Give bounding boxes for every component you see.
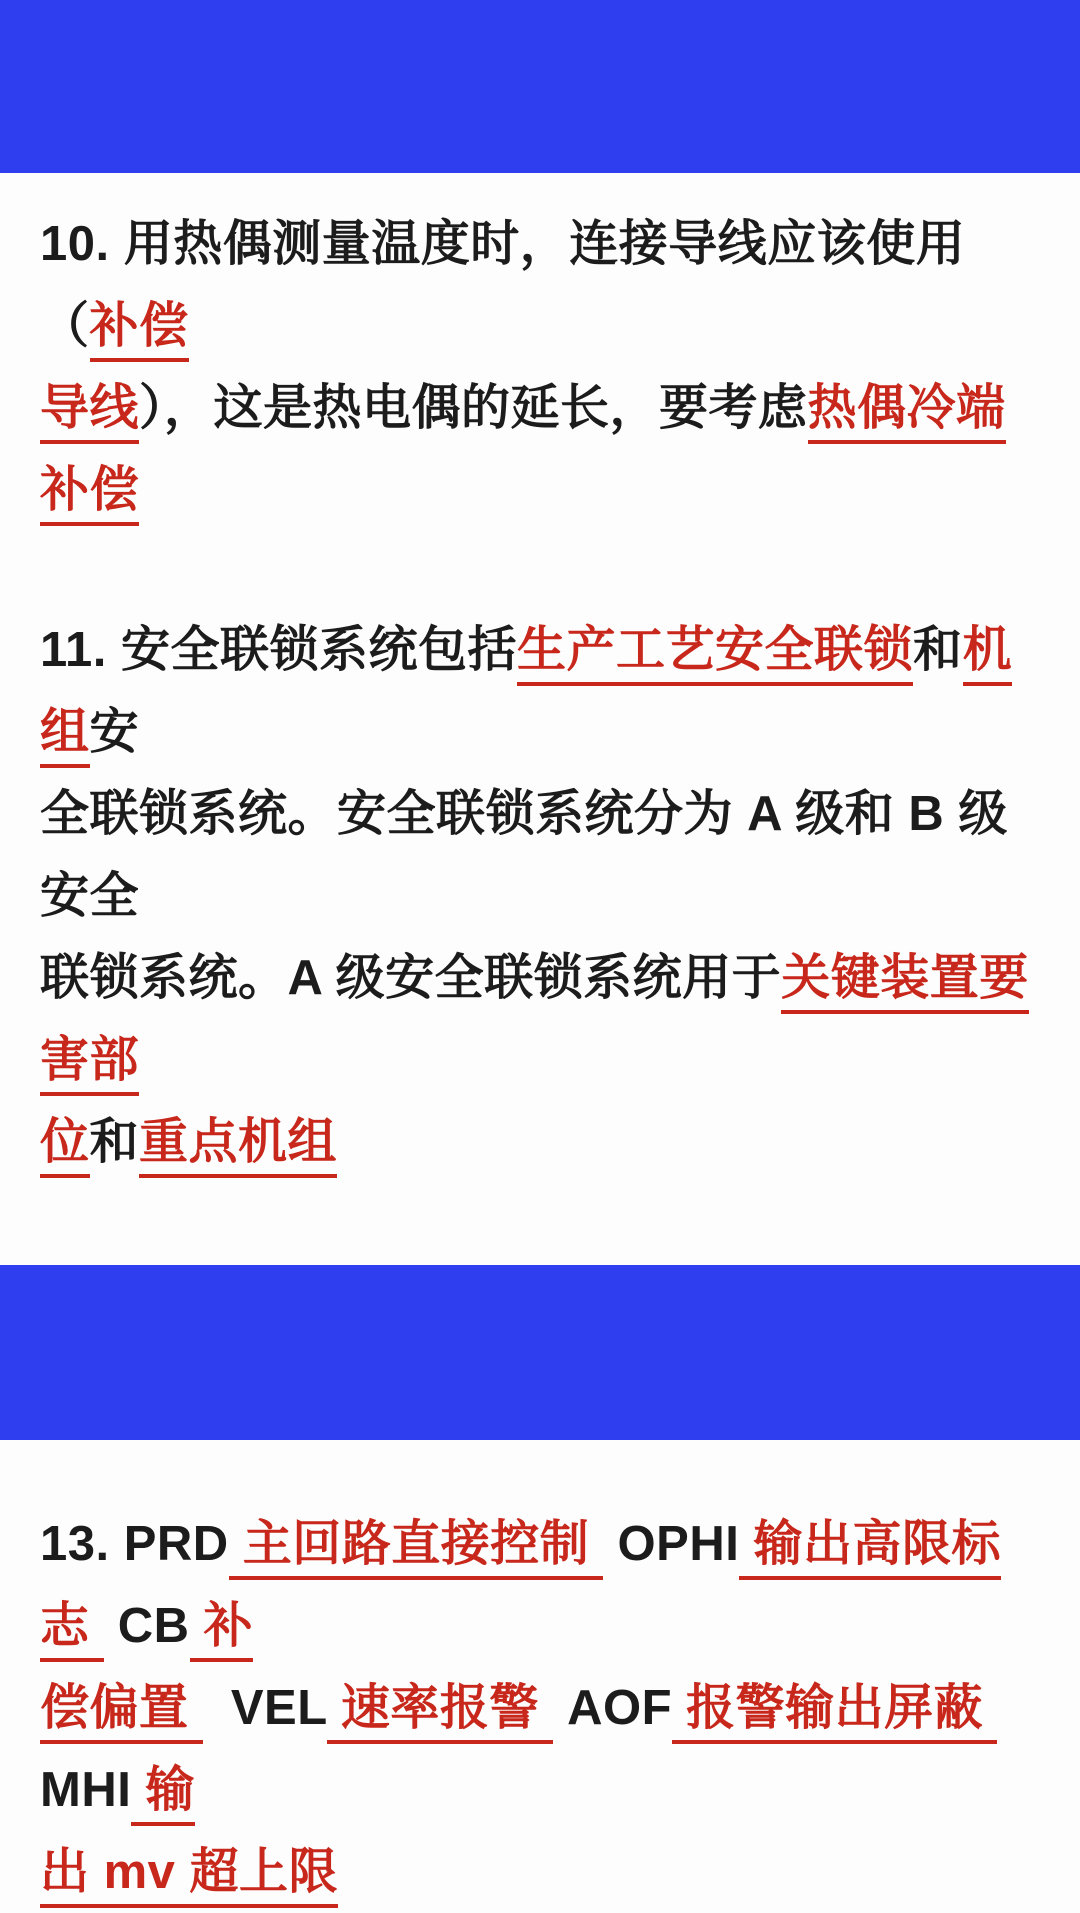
answer-run: 输出高限标志 (40, 1517, 1001, 1662)
text-run: 13. PRD (40, 1517, 229, 1571)
question-line (40, 1667, 1042, 1831)
text-run: CB (103, 1599, 190, 1653)
answer-run: 机组 (40, 623, 1012, 768)
answer-run: 重点机组 (139, 1115, 337, 1178)
text-run: VEL (202, 1681, 327, 1735)
answer-run: 报警输出屏蔽 (672, 1681, 997, 1744)
question-item-10 (40, 203, 1042, 531)
text-run: MHI (40, 1681, 1012, 1817)
answer-run: 补偿 (90, 299, 189, 362)
text-run: 和 (913, 623, 963, 677)
document-body (0, 173, 1080, 1913)
answer-run: 导线 (40, 381, 139, 444)
top-banner (0, 0, 1080, 173)
answer-run: 热偶冷端补偿 (40, 381, 1006, 526)
text-run: 联锁系统。A 级安全联锁系统用于 (40, 951, 782, 1005)
question-item-13 (40, 1503, 1042, 1913)
answer-run: 补 (190, 1599, 254, 1662)
answer-run: 出 mv 超上限 (40, 1845, 338, 1908)
answer-run: 位 (40, 1115, 90, 1178)
question-item-11 (40, 609, 1042, 1183)
question-line (40, 367, 1042, 531)
answer-run: 关键装置要害部 (40, 951, 1029, 1096)
text-run: OPHI (603, 1517, 740, 1571)
text-run: 11. 安全联锁系统包括 (40, 623, 518, 677)
question-line (40, 1101, 1042, 1183)
question-line (40, 1831, 1042, 1913)
answer-run: 生产工艺安全联锁 (517, 623, 913, 686)
answer-run: 输 (131, 1763, 195, 1826)
answer-run: 主回路直接控制 (229, 1517, 604, 1580)
text-run: 10. 用热偶测量温度时，连接导线应该使用（ (40, 217, 966, 353)
question-line (40, 203, 1042, 367)
text-run: AOF (553, 1681, 673, 1735)
question-line (40, 609, 1042, 773)
answer-run: 偿偏置 (40, 1681, 203, 1744)
question-line (40, 773, 1042, 937)
text-run: 全联锁系统。安全联锁系统分为 A 级和 B 级安全 (40, 787, 1008, 923)
answer-run: 速率报警 (327, 1681, 553, 1744)
text-run: ），这是热电偶的延长，要考虑 (139, 381, 808, 435)
question-line (40, 1503, 1042, 1667)
question-line (40, 937, 1042, 1101)
text-run: 安 (89, 705, 140, 759)
bottom-banner (0, 1265, 1080, 1440)
text-run: 和 (89, 1115, 140, 1169)
